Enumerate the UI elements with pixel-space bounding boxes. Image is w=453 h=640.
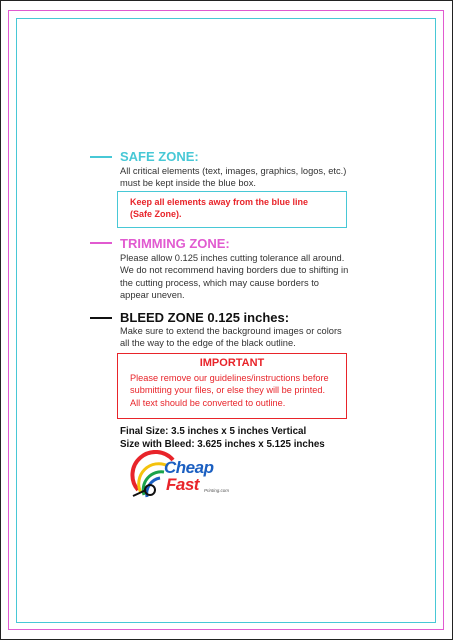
trimming-zone-dash <box>90 242 112 244</box>
bleed-zone-line-1: Make sure to extend the background images or colors <box>120 326 342 336</box>
trimming-zone-text <box>120 252 390 302</box>
trimming-zone-title: TRIMMING ZONE: <box>120 236 230 251</box>
safe-zone-text <box>120 165 390 190</box>
logo-small-text: Printing.com <box>204 488 230 493</box>
safe-zone-note-line-1: Keep all elements away from the blue line <box>130 197 309 207</box>
safe-zone-note <box>130 196 346 220</box>
trimming-zone-line-4: appear uneven. <box>120 290 185 301</box>
bleed-size: Size with Bleed: 3.625 inches x 5.125 inches <box>120 439 325 450</box>
bleed-zone-text <box>120 325 390 350</box>
important-line-3: All text should be converted to outline. <box>130 397 286 408</box>
logo-word-fast: Fast <box>166 475 199 494</box>
bleed-zone-dash <box>90 317 112 319</box>
important-text <box>130 372 346 409</box>
trimming-zone-line-2: We do not recommend having borders due to shifting in <box>120 265 349 276</box>
trimming-zone-line-1: Please allow 0.125 inches cutting tolerance all around. <box>120 253 345 263</box>
important-box <box>117 353 347 419</box>
safe-zone-note-box <box>117 191 347 228</box>
safe-zone-line-2: must be kept inside the blue box. <box>120 178 256 189</box>
trimming-zone-line-3: the cutting process, which may cause borders to <box>120 277 319 288</box>
important-line-1: Please remove our guidelines/instructions before <box>130 373 329 383</box>
bleed-zone-line-2: all the way to the edge of the black outline. <box>120 338 296 349</box>
bleed-zone-title: BLEED ZONE 0.125 inches: <box>120 310 290 325</box>
important-line-2: submitting your files, or else they will be printed. <box>130 385 326 396</box>
logo-word-cheap: Cheap <box>164 458 214 477</box>
final-size: Final Size: 3.5 inches x 5 inches Vertical <box>120 426 307 437</box>
safe-zone-note-line-2: (Safe Zone). <box>130 209 182 219</box>
safe-zone-line-1: All critical elements (text, images, graphics, logos, etc.) <box>120 166 347 176</box>
safe-zone-title: SAFE ZONE: <box>120 149 199 164</box>
cheap-fast-printing-logo <box>128 450 238 502</box>
safe-zone-dash <box>90 156 112 158</box>
important-title: IMPORTANT <box>199 357 265 369</box>
